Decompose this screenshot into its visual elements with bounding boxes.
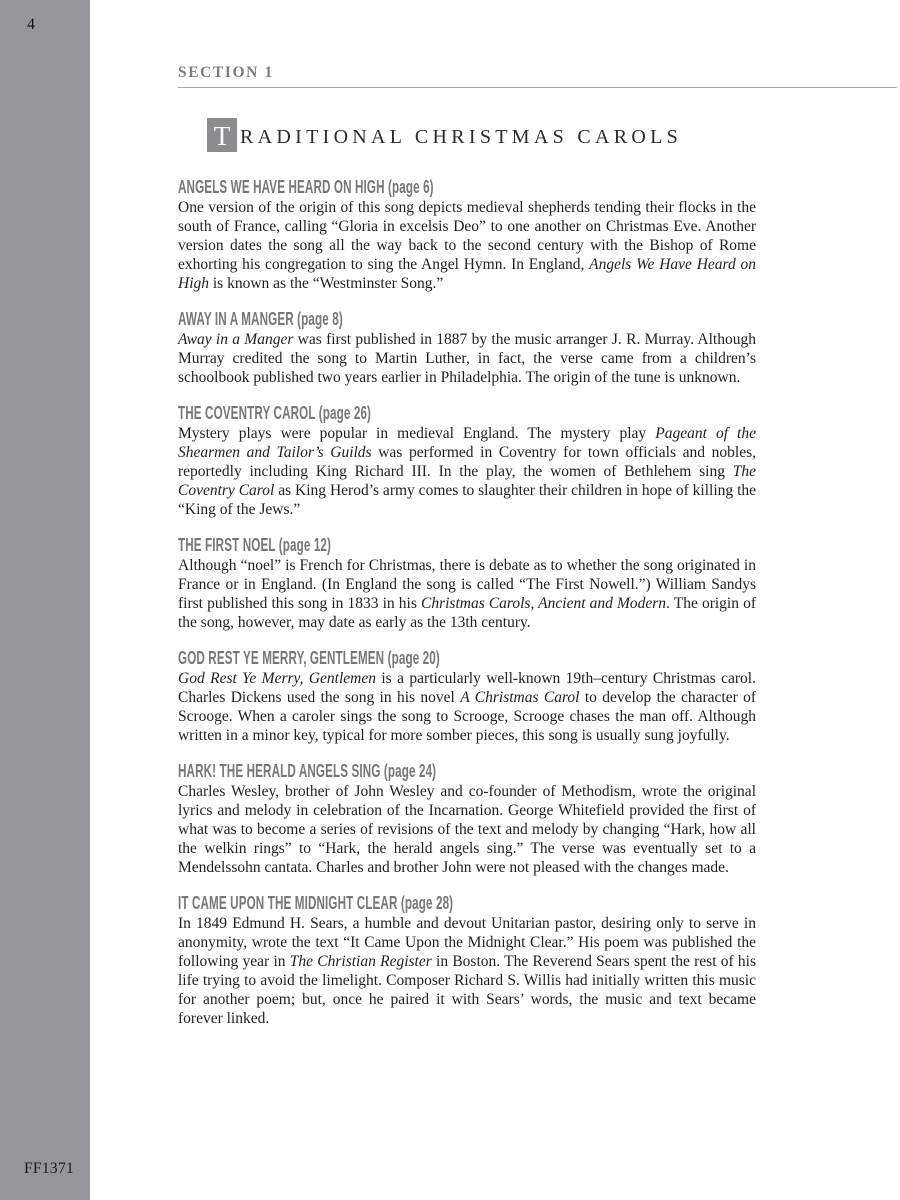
carol-entry xyxy=(178,535,756,632)
entry-body: One version of the origin of this song depicts medieval shepherds tending their flocks in the south of France, calling “Gloria in excelsis Deo” to one another on Christmas Eve. Another version dates the song all the way back to the second century with the Bishop of Rome exhorting his congregation to sing the Angel Hymn. In England, Angels We Have Heard on High is known as the “Westminster Song.” xyxy=(178,199,757,292)
entry-heading xyxy=(178,648,756,667)
entries xyxy=(178,177,756,1028)
entry-heading-text: ANGELS WE HAVE HEARD ON HIGH (page 6) xyxy=(178,176,434,197)
title-text: RADITIONAL CHRISTMAS CAROLS xyxy=(240,126,683,148)
carol-entry xyxy=(178,177,756,293)
entry-body: In 1849 Edmund H. Sears, a humble and devout Unitarian pastor, desiring only to serve in anonymity, wrote the text “It Came Upon the Midnight Clear.” His poem was published the following year in The Christian Register in Boston. The Reverend Sears spent the rest of his life trying to avoid the limelight. Composer Richard S. Willis had initially written this music for another poem; but, once he paired it with Sears’ words, the music and text became forever linked. xyxy=(178,915,757,1027)
carol-entry xyxy=(178,403,756,519)
page-title xyxy=(207,118,756,152)
entry-heading xyxy=(178,309,756,328)
page-number: 4 xyxy=(27,16,35,33)
title-drop-cap: T xyxy=(207,118,237,152)
entry-heading-text: IT CAME UPON THE MIDNIGHT CLEAR (page 28) xyxy=(178,892,454,913)
entry-heading-text: HARK! THE HERALD ANGELS SING (page 24) xyxy=(178,760,437,781)
section-label: SECTION 1 xyxy=(178,64,274,81)
carol-entry xyxy=(178,309,756,387)
carol-entry xyxy=(178,648,756,745)
entry-body: Charles Wesley, brother of John Wesley and co-founder of Methodism, wrote the original lyrics and melody in celebration of the Incarnation. George Whitefield provided the first of what was to become a series of revisions of the text and melody by changing “Hark, how all the welkin rings” to “Hark, the herald angels sing.” The verse was eventually set to a Mendelssohn cantata. Charles and brother John were not pleased with the changes made. xyxy=(178,783,756,876)
entry-body: God Rest Ye Merry, Gentlemen is a particularly well-known 19th–century Christmas carol. Charles Dickens used the song in his novel A Christmas Carol to develop the character of Scrooge. When a caroler sings the song to Scrooge, Scrooge chases the man off. Although written in a minor key, typical for more somber pieces, this song is usually sung joyfully. xyxy=(178,670,757,744)
carol-entry xyxy=(178,761,756,877)
carol-entry xyxy=(178,893,756,1028)
entry-heading xyxy=(178,177,756,196)
page-margin-band xyxy=(0,0,90,1200)
entry-heading-text: THE COVENTRY CAROL (page 26) xyxy=(178,402,372,423)
entry-heading xyxy=(178,403,756,422)
entry-heading-text: AWAY IN A MANGER (page 8) xyxy=(178,308,343,329)
entry-body: Mystery plays were popular in medieval England. The mystery play Pageant of the Shearmen and Tailor’s Guilds was performed in Coventry for town officials and nobles, reportedly including King Richard III. In the play, the women of Bethlehem sing The Coventry Carol as King Herod’s army comes to slaughter their children in hope of killing the “King of the Jews.” xyxy=(178,425,757,518)
entry-body: Away in a Manger was first published in 1887 by the music arranger J. R. Murray. Although Murray credited the song to Martin Luther, in fact, the verse came from a children’s schoolbook published two years earlier in Philadelphia. The origin of the tune is unknown. xyxy=(178,331,756,386)
entry-heading xyxy=(178,761,756,780)
entry-heading-text: GOD REST YE MERRY, GENTLEMEN (page 20) xyxy=(178,647,440,668)
section-header xyxy=(178,64,897,88)
entry-heading xyxy=(178,893,756,912)
entry-heading xyxy=(178,535,756,554)
footer-code: FF1371 xyxy=(24,1160,75,1177)
entry-body: Although “noel” is French for Christmas, there is debate as to whether the song originated in France or in England. (In England the song is called “The First Nowell.”) William Sandys first published this song in 1833 in his Christmas Carols, Ancient and Modern. The origin of the song, however, may date as early as the 13th century. xyxy=(178,557,756,631)
page-content xyxy=(178,64,756,1044)
entry-heading-text: THE FIRST NOEL (page 12) xyxy=(178,534,332,555)
